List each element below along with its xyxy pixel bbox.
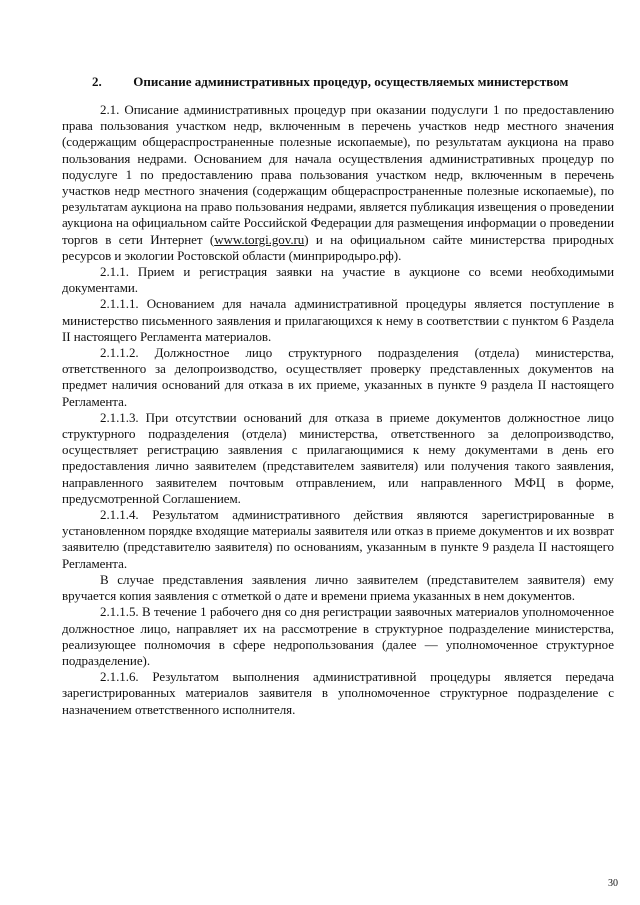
paragraph-2-1-1-5: 2.1.1.5. В течение 1 рабочего дня со дня регистрации заявочных материалов уполномоченное должностное лицо, направляет их на рассмотрение в структурное подразделение министерства, реализующее полномочия в сфере недропользования (далее — уполномоченное структурное подразделение). — [62, 604, 614, 668]
paragraph-2-1-1-6: 2.1.1.6. Результатом выполнения административной процедуры является передача зарегистрированных материалов заявителя в уполномоченное структурное подразделение с назначением ответственного исполнителя. — [62, 669, 614, 717]
paragraph-2-1-1: 2.1.1. Прием и регистрация заявки на участие в аукционе со всеми необходимыми документами. — [62, 264, 614, 296]
paragraph-2-1-1-3: 2.1.1.3. При отсутствии оснований для отказа в приеме документов должностное лицо структурного подразделения (отдела) министерства, ответственного за делопроизводство, осуществляет регистрацию заявления с прилагающимися к нему документами в день его предоставления лично заявителем (представителем заявителя) или получения такого заявления, направленного заявителем почтовым отправлением, или направленного МФЦ в форме, предусмотренной Соглашением. — [62, 409, 614, 506]
paragraph-personal-submission: В случае представления заявления лично заявителем (представителем заявителя) ему вручается копия заявления с отметкой о дате и времени приема указанных в нем документов. — [62, 571, 614, 604]
section-title: Описание административных процедур, осуществляемых министерством — [133, 74, 569, 89]
paragraph-2-1-text-start: 2.1. Описание административных процедур при оказании подуслуги 1 по предоставлению права пользования участком недр, включенным в перечень участков недр местного значения (содержащим общераспространенные полезные ископаемые), по результатам аукциона на право пользования недрами. Основанием для начала осуществления административных процедур по подуслуге 1 по предоставлению права пользования участком недр, включенным в перечень участков недр местного значения (содержащим общераспространенные полезные ископаемые), по результатам аукциона на право пользования недрами, является публикация извещения о проведении аукциона на официальном сайте Российской Федерации для размещения информации о проведении торгов в сети Интернет ( — [62, 102, 614, 247]
document-page — [62, 74, 614, 718]
paragraph-2-1-text-end: ) и на официальном сайте министерства природных ресурсов и экологии Ростовской области (минприродыро.рф). — [62, 231, 614, 263]
paragraph-2-1-1-4: 2.1.1.4. Результатом административного действия являются зарегистрированные в установленном порядке входящие материалы заявителя или отказ в приеме документов и их возврат заявителю (представителю заявителя) по основаниям, указанным в пункте 9 раздела II настоящего Регламента. — [62, 507, 614, 571]
paragraph-2-1 — [62, 102, 614, 264]
section-number: 2. — [92, 74, 102, 89]
paragraph-2-1-1-1: 2.1.1.1. Основанием для начала административной процедуры является поступление в министерство письменного заявления и прилагающихся к нему в соответствии с пунктом 6 Раздела II настоящего Регламента материалов. — [62, 296, 614, 344]
paragraph-2-1-1-2: 2.1.1.2. Должностное лицо структурного подразделения (отдела) министерства, ответственного за делопроизводство, осуществляет проверку представленных документов на предмет наличия оснований для отказа в их приеме, указанных в пункте 9 раздела II настоящего Регламента. — [62, 345, 614, 409]
page-number: 30 — [608, 878, 618, 889]
torgi-link[interactable]: www.torgi.gov.ru — [214, 231, 305, 247]
section-heading — [62, 74, 614, 90]
